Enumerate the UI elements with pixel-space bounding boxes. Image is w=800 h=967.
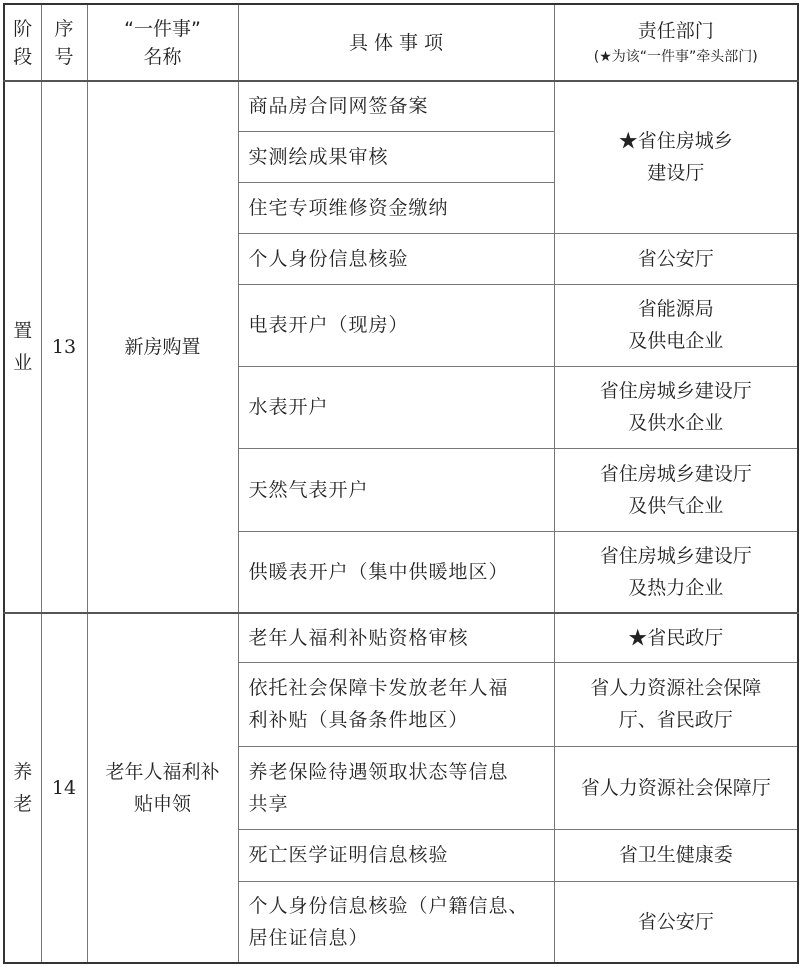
header-dept-title: 责任部门 bbox=[637, 19, 714, 42]
name-cell: 新房购置 bbox=[87, 81, 238, 613]
header-items: 具 体 事 项 bbox=[238, 4, 554, 81]
header-row bbox=[4, 4, 798, 81]
dept-cell: 省人力资源社会保障 厅、省民政厅 bbox=[554, 662, 798, 746]
item-cell: 个人身份信息核验 bbox=[238, 233, 554, 284]
item-cell: 商品房合同网签备案 bbox=[238, 81, 554, 131]
dept-cell: 省公安厅 bbox=[554, 233, 798, 284]
number-cell: 14 bbox=[41, 613, 87, 963]
dept-cell: 省住房城乡建设厅 及供气企业 bbox=[554, 448, 798, 531]
item-cell: 依托社会保障卡发放老年人福 利补贴（具备条件地区） bbox=[238, 662, 554, 746]
dept-cell: ★省民政厅 bbox=[554, 613, 798, 662]
dept-cell: 省公安厅 bbox=[554, 881, 798, 963]
dept-cell: 省人力资源社会保障厅 bbox=[554, 746, 798, 829]
header-dept bbox=[554, 4, 798, 81]
table-row bbox=[4, 613, 798, 662]
header-no: 序 号 bbox=[41, 4, 87, 81]
item-cell: 天然气表开户 bbox=[238, 448, 554, 531]
item-cell: 供暖表开户（集中供暖地区） bbox=[238, 531, 554, 613]
item-cell: 电表开户（现房） bbox=[238, 284, 554, 366]
item-cell: 水表开户 bbox=[238, 366, 554, 448]
item-cell: 住宅专项维修资金缴纳 bbox=[238, 182, 554, 233]
dept-cell: ★省住房城乡 建设厅 bbox=[554, 81, 798, 233]
item-cell: 老年人福利补贴资格审核 bbox=[238, 613, 554, 662]
dept-cell: 省住房城乡建设厅 及热力企业 bbox=[554, 531, 798, 613]
stage-cell: 养 老 bbox=[4, 613, 41, 963]
item-cell: 实测绘成果审核 bbox=[238, 131, 554, 182]
table-row bbox=[4, 81, 798, 131]
item-cell: 死亡医学证明信息核验 bbox=[238, 829, 554, 881]
item-cell: 养老保险待遇领取状态等信息 共享 bbox=[238, 746, 554, 829]
stage-cell: 置 业 bbox=[4, 81, 41, 613]
item-cell: 个人身份信息核验（户籍信息、 居住证信息） bbox=[238, 881, 554, 963]
name-cell: 老年人福利补 贴申领 bbox=[87, 613, 238, 963]
header-stage: 阶 段 bbox=[4, 4, 41, 81]
dept-cell: 省卫生健康委 bbox=[554, 829, 798, 881]
dept-cell: 省能源局 及供电企业 bbox=[554, 284, 798, 366]
dept-cell: 省住房城乡建设厅 及供水企业 bbox=[554, 366, 798, 448]
number-cell: 13 bbox=[41, 81, 87, 613]
header-dept-note: (★为该“一件事”牵头部门) bbox=[593, 48, 758, 65]
header-name: “一件事” 名称 bbox=[87, 4, 238, 81]
matters-table bbox=[3, 3, 799, 964]
